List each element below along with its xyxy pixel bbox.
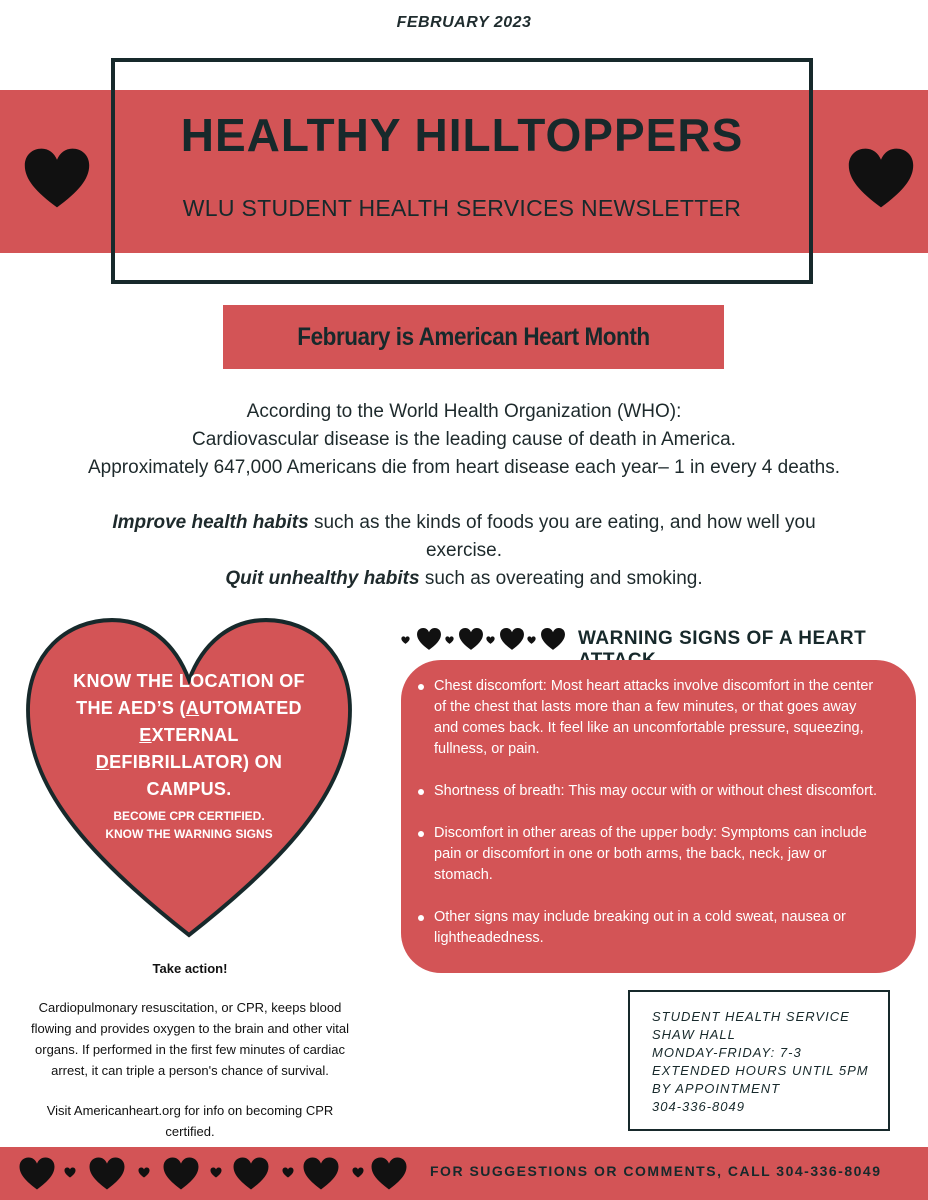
newsletter-subtitle: WLU STUDENT HEALTH SERVICES NEWSLETTER: [182, 195, 742, 221]
cpr-visit-text: Visit Americanheart.org for info on becoming CPR certified.: [46, 1103, 334, 1139]
aed-line: DEFIBRILLATOR) ON: [95, 752, 283, 772]
warning-signs-list: [410, 676, 880, 970]
hours-line: SHAW HALL: [652, 1027, 736, 1042]
left-heart-icon: [22, 143, 92, 213]
title-frame: [111, 58, 813, 284]
list-item: Other signs may include breaking out in a cold sweat, nausea or lightheadedness.: [410, 907, 880, 949]
quit-habits-text: such as overeating and smoking.: [419, 568, 703, 589]
heart-icon: [541, 628, 565, 650]
heart-icon: [459, 628, 483, 650]
intro-line: Approximately 647,000 Americans die from heart disease each year– 1 in every 4 deaths.: [88, 457, 840, 478]
aed-line: EXTERNAL: [139, 725, 239, 745]
intro-text: [40, 398, 888, 482]
heart-icon: [445, 636, 453, 644]
cpr-paragraph: Cardiopulmonary resuscitation, or CPR, keeps blood flowing and provides oxygen to the brain and other vital organs. If performed in the first few minutes of cardiac arrest, it can triple a person's chance of survival.: [31, 1000, 349, 1078]
heart-icon: [486, 636, 494, 644]
hours-line: STUDENT HEALTH SERVICE: [652, 1009, 850, 1024]
cpr-certified-note: BECOME CPR CERTIFIED.: [113, 809, 265, 823]
list-item: Discomfort in other areas of the upper body: Symptoms can include pain or discomfort in one or both arms, the back, neck, jaw or stomach.: [410, 823, 880, 886]
intro-line: Cardiovascular disease is the leading cause of death in America.: [192, 429, 736, 450]
issue-date: FEBRUARY 2023: [396, 14, 532, 31]
take-action-heading: Take action!: [152, 961, 228, 976]
phone-number: 304-336-8049: [652, 1099, 745, 1114]
quit-habits-emphasis: Quit unhealthy habits: [225, 568, 420, 589]
intro-line: According to the World Health Organization (WHO):: [246, 401, 682, 422]
heart-icon: [417, 628, 441, 650]
habits-text: [80, 509, 848, 593]
newsletter-title: HEALTHY HILLTOPPERS: [180, 109, 744, 161]
list-item: Chest discomfort: Most heart attacks involve discomfort in the center of the chest that lasts more than a few minutes, or that goes away and comes back. It feel like an uncomfortable pressure, squeezing, fullness, or pain.: [410, 676, 880, 760]
hours-line: BY APPOINTMENT: [652, 1081, 781, 1096]
footer-hearts-row: [0, 1147, 420, 1200]
improve-habits-text: such as the kinds of foods you are eating, and how well you exercise.: [308, 512, 816, 561]
aed-line: THE AED’S (AUTOMATED: [76, 698, 302, 718]
hours-line: MONDAY-FRIDAY: 7-3: [652, 1045, 802, 1060]
right-heart-icon: [846, 143, 916, 213]
hours-line: EXTENDED HOURS UNTIL 5PM: [652, 1063, 869, 1078]
improve-habits-emphasis: Improve health habits: [112, 512, 309, 533]
warning-signs-note: KNOW THE WARNING SIGNS: [105, 827, 273, 841]
health-service-hours: [652, 1008, 869, 1116]
footer-contact-text: FOR SUGGESTIONS OR COMMENTS, CALL 304-336-8049: [430, 1163, 882, 1179]
aed-line: KNOW THE LOCATION OF: [73, 671, 305, 691]
heart-icon: [527, 636, 535, 644]
cpr-info: [24, 997, 356, 1161]
aed-callout: [70, 668, 308, 843]
heart-icon: [500, 628, 524, 650]
list-item: Shortness of breath: This may occur with or without chest discomfort.: [410, 781, 880, 802]
aed-line: CAMPUS.: [146, 779, 232, 799]
warning-signs-title: WARNING SIGNS OF A HEART: [578, 628, 867, 649]
heart-month-heading: February is American Heart Month: [297, 323, 650, 351]
heart-icon: [401, 636, 409, 644]
